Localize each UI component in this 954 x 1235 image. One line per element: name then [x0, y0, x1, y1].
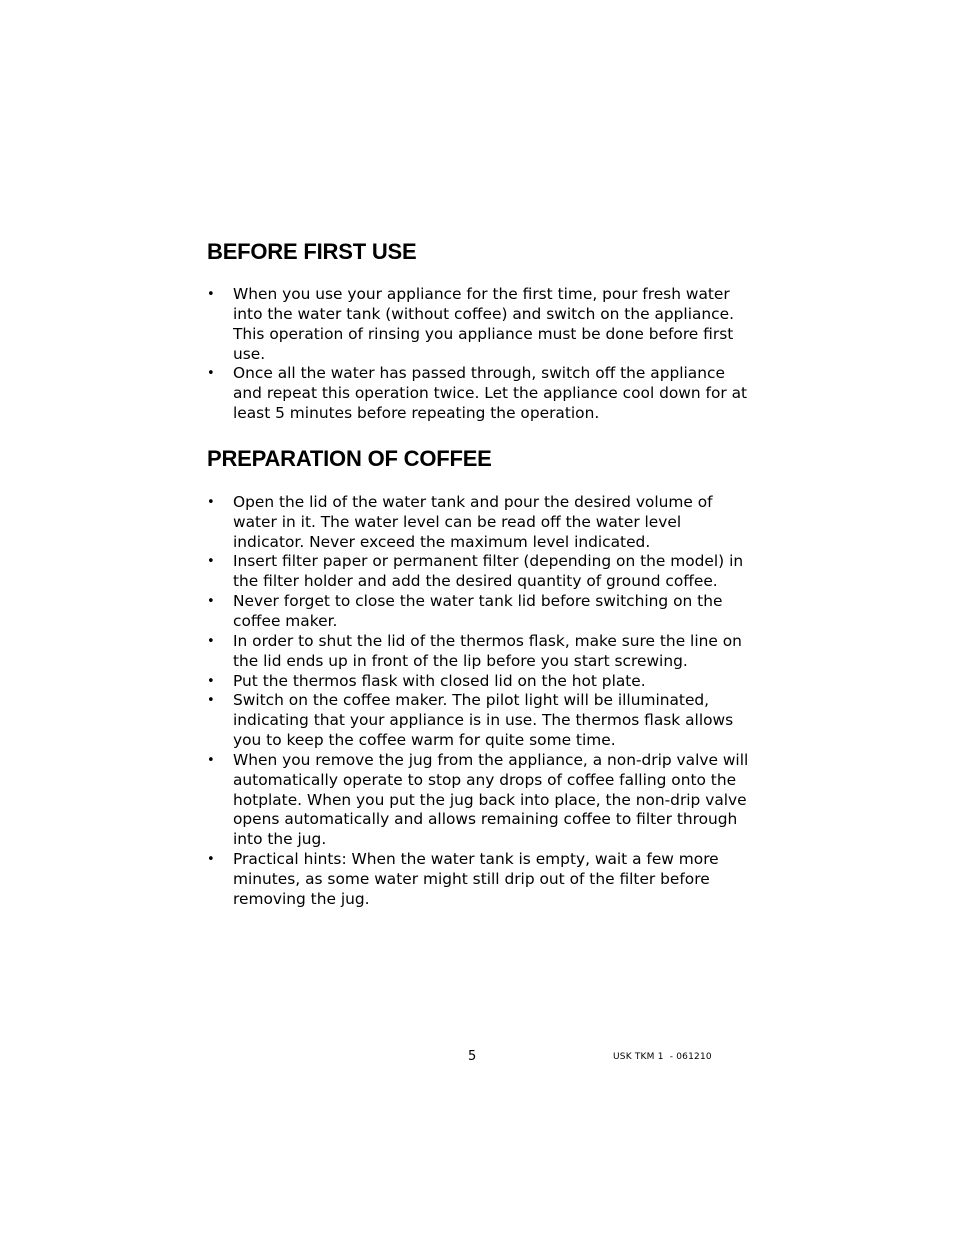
list-item-text: Insert filter paper or permanent filter (depending on the model) in the filter holder and add the desired quantity of ground coffee. [233, 552, 744, 591]
page-number: 5 [468, 1049, 477, 1064]
list-item-text: Never forget to close the water tank lid before switching on the coffee maker. [233, 592, 723, 630]
list-item-text: When you use your appliance for the first time, pour fresh water into the water tank (without coffee) and switch on the appliance. This operation of rinsing you appliance must be done before first use. [233, 285, 734, 363]
list-item [207, 751, 752, 850]
list-item-text: In order to shut the lid of the thermos flask, make sure the line on the lid ends up in front of the lip before you start screwing. [233, 631, 742, 670]
list-item-text: Put the thermos flask with closed lid on the hot plate. [233, 671, 646, 690]
list-item [207, 493, 752, 553]
list-item [207, 672, 752, 692]
list-item-text: Practical hints: When the water tank is empty, wait a few more minutes, as some water might still drip out of the filter before removing the jug. [233, 850, 719, 908]
bullet-icon: • [207, 287, 215, 302]
list-item [207, 632, 752, 672]
bullet-icon: • [207, 494, 215, 510]
list-item [207, 592, 752, 632]
list-item [207, 850, 752, 910]
bullet-icon: • [207, 594, 215, 610]
list-item [207, 285, 752, 364]
list-item [207, 691, 752, 751]
bullet-icon: • [207, 554, 215, 570]
list-item [207, 552, 752, 592]
before-first-use-list [207, 285, 752, 424]
section-heading-preparation-of-coffee: PREPARATION OF COFFEE [207, 445, 492, 471]
bullet-icon: • [207, 852, 215, 868]
list-item [207, 364, 752, 424]
bullet-icon: • [207, 752, 215, 768]
list-item-text: Open the lid of the water tank and pour the desired volume of water in it. The water level can be read off the water level indicator. Never exceed the maximum level indicated. [233, 492, 713, 551]
section-heading-before-first-use: BEFORE FIRST USE [207, 239, 417, 264]
document-code: USK TKM 1 - 061210 [613, 1052, 712, 1062]
list-item-text: When you remove the jug from the appliance, a non-drip valve will automatically operate to stop any drops of coffee falling onto the hotplate. When you put the jug back into place, the non-drip valve opens automatically and allows remaining coffee to filter through into the jug. [233, 750, 749, 849]
list-item-text: Once all the water has passed through, switch off the appliance and repeat this operation twice. Let the appliance cool down for at least 5 minutes before repeating the operation. [233, 364, 748, 423]
bullet-icon: • [207, 693, 215, 709]
page-content [207, 236, 752, 910]
list-item-text: Switch on the coffee maker. The pilot light will be illuminated, indicating that your appliance is in use. The thermos flask allows you to keep the coffee warm for quite some time. [233, 691, 734, 750]
bullet-icon: • [207, 366, 215, 382]
bullet-icon: • [207, 633, 215, 649]
preparation-of-coffee-list [207, 493, 752, 910]
bullet-icon: • [207, 673, 215, 689]
